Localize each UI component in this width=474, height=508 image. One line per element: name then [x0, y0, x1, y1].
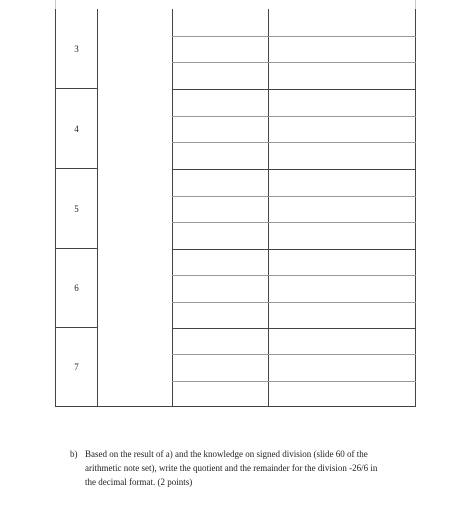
table-row-step-7 [55, 328, 98, 407]
table-row-step-6 [55, 249, 98, 328]
table-sub-row-line [172, 354, 416, 355]
question-text-line: arithmetic note set), write the quotient and the remainder for the division -26/6 in [85, 463, 378, 473]
table-sub-row-line [172, 36, 416, 37]
table-row-step-3 [55, 9, 98, 89]
table-sub-row-line [172, 381, 416, 382]
column-divider-value [268, 9, 269, 407]
step-number: 6 [74, 283, 79, 293]
table-sub-row-line [172, 302, 416, 303]
table-sub-row-line [172, 89, 416, 90]
step-number: 5 [74, 203, 79, 214]
table-sub-row-line [172, 249, 416, 250]
question-text-line: the decimal format. (2 points) [85, 477, 193, 487]
step-number: 4 [74, 123, 79, 134]
division-steps-table [55, 9, 416, 407]
table-row-step-5 [55, 169, 98, 249]
table-sub-row-line [172, 222, 416, 223]
table-row-step-4 [55, 89, 98, 169]
table-bottom-border [55, 406, 416, 407]
table-sub-row-line [172, 116, 416, 117]
table-sub-row-line [172, 328, 416, 329]
table-sub-row-line [172, 275, 416, 276]
table-sub-row-line [172, 169, 416, 170]
question-text [85, 447, 403, 489]
column-divider-operation [172, 9, 173, 407]
table-sub-row-line [172, 142, 416, 143]
table-right-border [415, 9, 416, 407]
step-number: 3 [74, 43, 79, 54]
table-sub-row-line [172, 62, 416, 63]
question-text-line: Based on the result of a) and the knowledge on signed division (slide 60 of the [85, 449, 368, 459]
question-label: b) [70, 449, 78, 459]
step-number: 7 [74, 362, 79, 372]
table-sub-row-line [172, 196, 416, 197]
